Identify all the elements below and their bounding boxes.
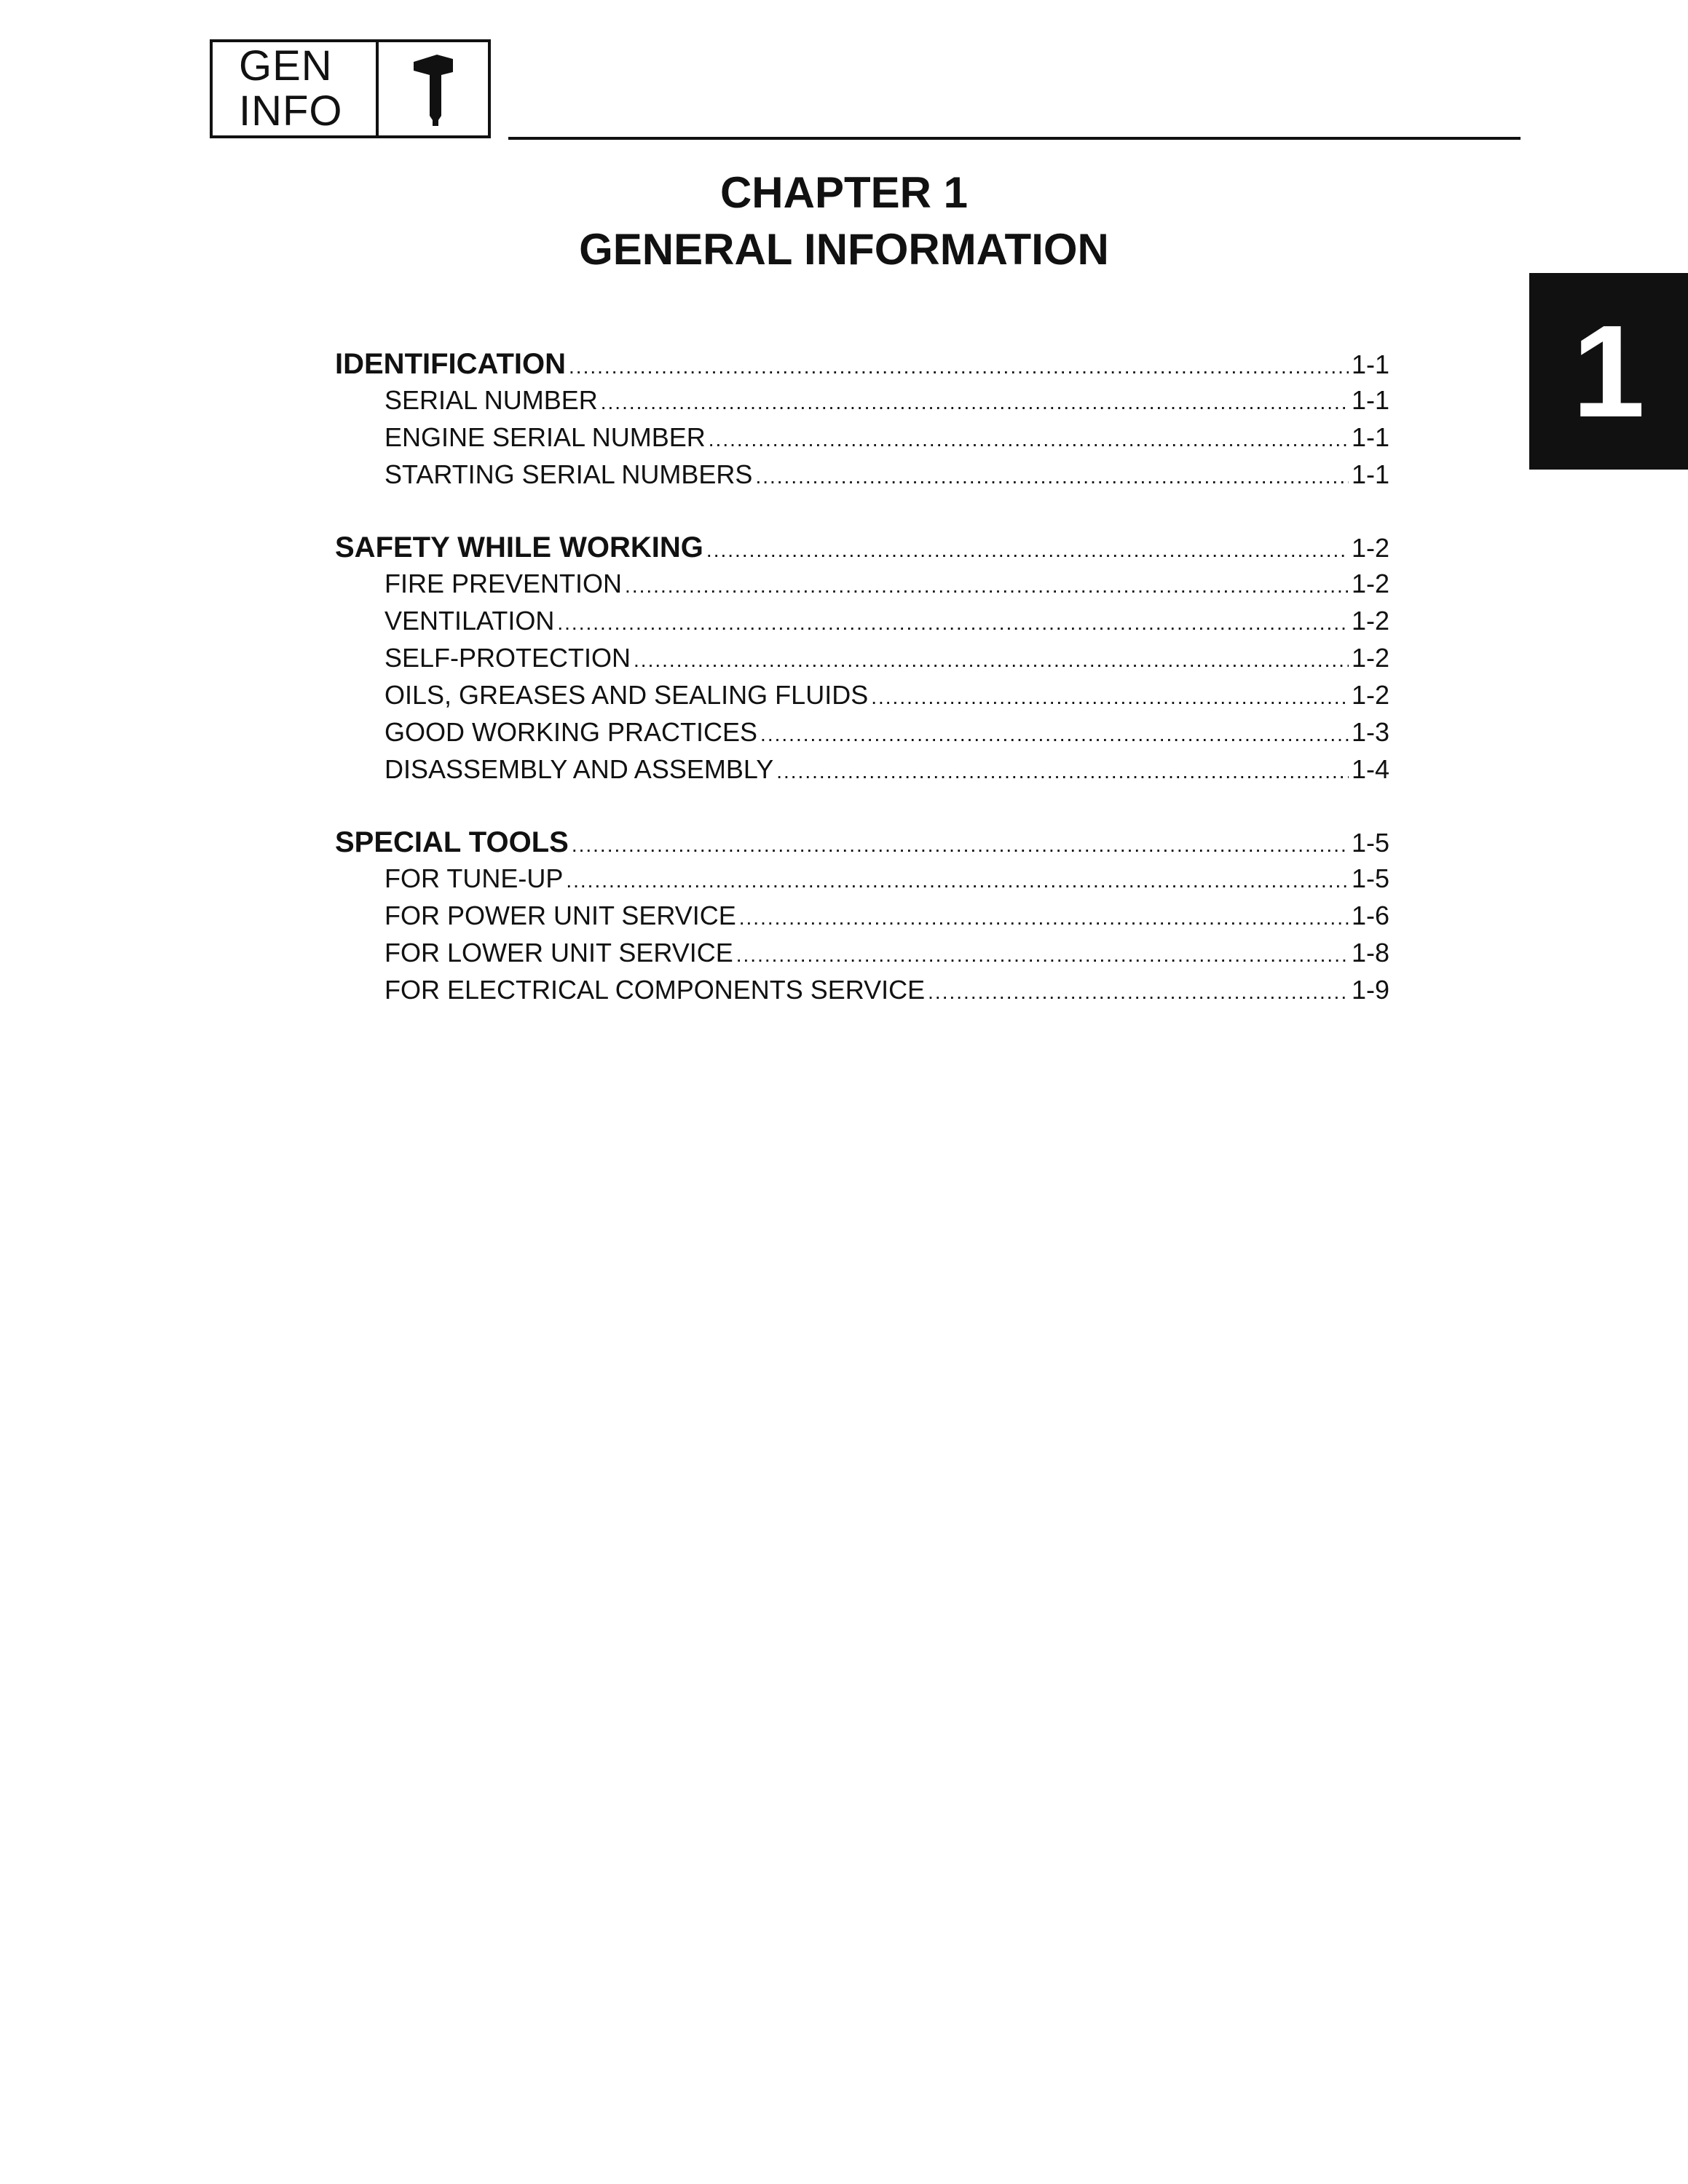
toc-leader-dots [566,869,1349,893]
outboard-motor-icon [379,42,488,135]
toc-section-safety [335,531,1389,791]
badge-line-gen: GEN [239,42,333,90]
toc-item[interactable] [335,643,1389,680]
toc-leader-dots [706,539,1349,562]
toc-item[interactable] [335,385,1389,422]
toc-item-label: FIRE PREVENTION [384,569,623,598]
toc-leader-dots [634,649,1349,672]
chapter-tab: 1 [1529,273,1688,470]
toc-item[interactable] [335,569,1389,606]
toc-item[interactable] [335,975,1389,1012]
toc-page-number: 1-6 [1351,901,1389,930]
toc-page-number: 1-1 [1351,349,1389,379]
section-badge [210,39,491,138]
toc-leader-dots [776,760,1349,783]
toc-item-label: FOR LOWER UNIT SERVICE [384,938,733,968]
badge-label [213,42,379,135]
toc-item[interactable] [335,606,1389,643]
header-rule [508,137,1521,140]
toc-leader-dots [557,612,1349,635]
toc-heading[interactable] [335,826,1389,863]
toc-leader-dots [739,906,1349,930]
toc-page-number: 1-2 [1351,643,1389,673]
toc-page-number: 1-2 [1351,569,1389,598]
toc-page-number: 1-2 [1351,533,1389,563]
toc-item[interactable] [335,863,1389,901]
chapter-number-title: CHAPTER 1 [719,168,969,217]
toc-page-number: 1-5 [1351,828,1389,858]
toc-item-label: FOR ELECTRICAL COMPONENTS SERVICE [384,975,926,1005]
toc-item[interactable] [335,938,1389,975]
toc-leader-dots [736,943,1349,967]
toc-leader-dots [760,723,1349,746]
toc-page-number: 1-2 [1351,680,1389,710]
toc-item-label: SELF-PROTECTION [384,643,631,673]
toc-page-number: 1-3 [1351,717,1389,747]
toc-item-label: DISASSEMBLY AND ASSEMBLY [384,754,774,784]
toc-item[interactable] [335,459,1389,496]
toc-heading-label: SPECIAL TOOLS [335,826,569,858]
toc-page-number: 1-8 [1351,938,1389,968]
toc-item-label: ENGINE SERIAL NUMBER [384,422,706,452]
toc-leader-dots [569,355,1349,379]
toc-page-number: 1-2 [1351,606,1389,636]
toc-page-number: 1-1 [1351,385,1389,415]
toc-page-number: 1-1 [1351,422,1389,452]
toc-heading-label: SAFETY WHILE WORKING [335,531,703,563]
toc-leader-dots [601,391,1349,414]
toc-item-label: VENTILATION [384,606,555,636]
toc-leader-dots [871,686,1349,709]
toc-leader-dots [928,981,1349,1004]
toc-item-label: SERIAL NUMBER [384,385,598,415]
toc-item[interactable] [335,754,1389,791]
toc-item[interactable] [335,680,1389,717]
toc-heading[interactable] [335,531,1389,569]
toc-leader-dots [572,834,1349,857]
toc-item[interactable] [335,717,1389,754]
toc-leader-dots [755,465,1349,488]
toc-item-label: OILS, GREASES AND SEALING FLUIDS [384,680,869,710]
toc-item-label: FOR TUNE-UP [384,863,564,893]
toc-item-label: STARTING SERIAL NUMBERS [384,459,753,489]
toc-item[interactable] [335,422,1389,459]
toc-leader-dots [625,574,1349,598]
toc-item[interactable] [335,901,1389,938]
toc-leader-dots [709,428,1349,451]
toc-item-label: GOOD WORKING PRACTICES [384,717,758,747]
toc-heading[interactable] [335,348,1389,385]
toc-section-special-tools [335,826,1389,1012]
toc-page-number: 1-4 [1351,754,1389,784]
table-of-contents [335,348,1389,1047]
toc-page-number: 1-1 [1351,459,1389,489]
toc-section-identification [335,348,1389,496]
chapter-name-title: GENERAL INFORMATION [579,225,1109,274]
badge-line-info: INFO [239,87,343,135]
toc-page-number: 1-9 [1351,975,1389,1005]
toc-page-number: 1-5 [1351,863,1389,893]
toc-item-label: FOR POWER UNIT SERVICE [384,901,736,930]
toc-heading-label: IDENTIFICATION [335,348,567,380]
